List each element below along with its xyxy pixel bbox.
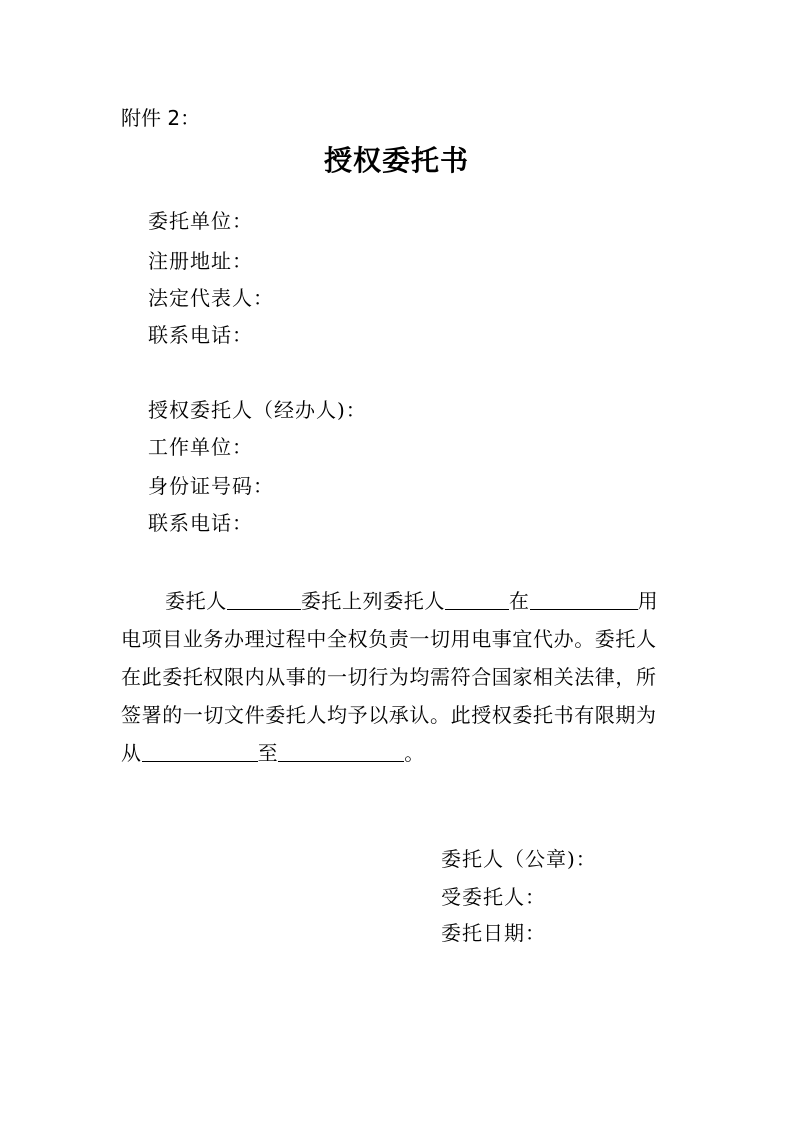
agent-id-number-label: 身份证号码： — [148, 474, 274, 498]
use-text: 用 — [637, 589, 659, 613]
principal-unit-label: 委托单位： — [148, 209, 253, 233]
paragraph-line-1 — [121, 582, 673, 620]
document-title: 授权委托书 — [323, 144, 469, 177]
start-date-blank[interactable] — [142, 739, 258, 762]
principal-phone-label: 联系电话： — [148, 323, 253, 347]
principal-blank[interactable] — [227, 587, 301, 610]
legal-representative-label: 法定代表人： — [148, 286, 274, 310]
to-text: 至 — [257, 741, 279, 765]
principal-seal-label: 委托人（公章)： — [441, 847, 597, 871]
paragraph-line-2: 电项目业务办理过程中全权负责一切用电事宜代办。委托人 — [121, 627, 657, 651]
agent-work-unit-label: 工作单位： — [148, 435, 253, 459]
agent-label: 授权委托人（经办人)： — [148, 398, 367, 422]
agent-phone-label: 联系电话： — [148, 511, 253, 535]
agent-blank[interactable] — [445, 587, 509, 610]
at-text: 在 — [509, 589, 530, 613]
end-date-blank[interactable] — [278, 739, 404, 762]
from-text: 从 — [121, 741, 142, 765]
period-mark: 。 — [404, 741, 425, 765]
date-label: 委托日期： — [441, 921, 546, 945]
agent-signature-label: 受委托人： — [441, 885, 546, 909]
paragraph-line-3: 在此委托权限内从事的一切行为均需符合国家相关法律，所 — [121, 665, 657, 689]
paragraph-line-5 — [121, 734, 673, 772]
entrust-text: 委托上列委托人 — [300, 589, 446, 613]
paragraph-line-4: 签署的一切文件委托人均予以承认。此授权委托书有限期为 — [121, 703, 657, 727]
project-blank[interactable] — [530, 587, 638, 610]
attachment-label: 附件 2： — [121, 106, 201, 130]
authorization-paragraph — [121, 582, 673, 772]
principal-text: 委托人 — [165, 589, 227, 613]
registered-address-label: 注册地址： — [148, 249, 253, 273]
